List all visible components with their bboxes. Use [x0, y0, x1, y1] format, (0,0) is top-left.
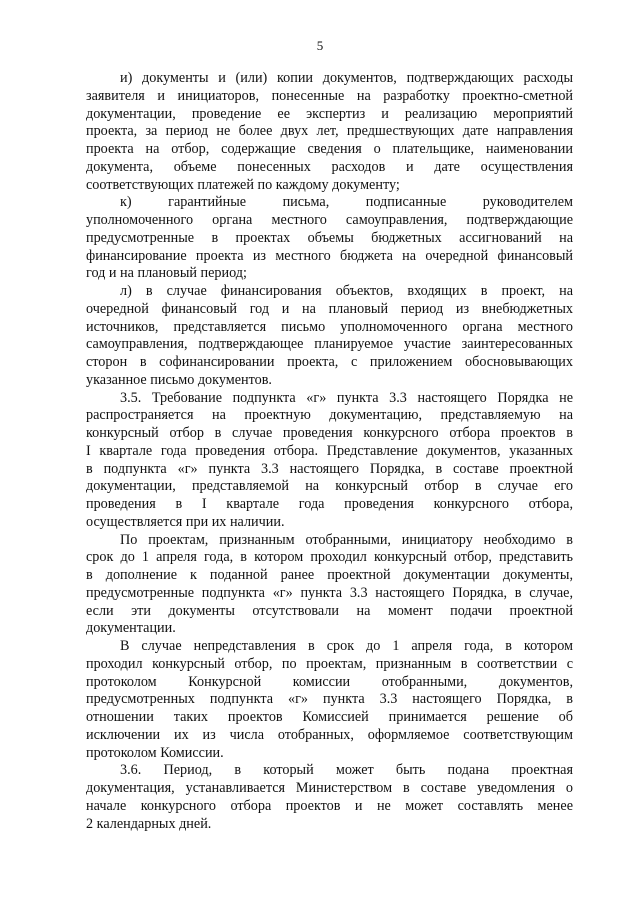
text-line: в дополнение к поданной ранее проектной документации документы,	[86, 567, 573, 583]
text-line: соответствующих платежей по каждому документу;	[86, 176, 400, 193]
text-line: проведения в I квартале года проведения конкурсного отбора,	[86, 496, 573, 512]
paragraph	[86, 762, 573, 833]
text-line: распространяется на проектную документацию, представляемую на	[86, 407, 573, 424]
text-line: указанное письмо документов.	[86, 371, 272, 388]
text-line: документации.	[86, 620, 176, 637]
text-line: заявителя и инициаторов, понесенные на разработку проектно-сметной	[86, 87, 573, 104]
text-line: протоколом Комиссии.	[86, 744, 224, 761]
text-line: проекта на отбор, содержащие сведения о плательщике, наименовании	[86, 141, 573, 157]
text-line: По проектам, признанным отобранными, инициатору необходимо в	[120, 531, 573, 548]
text-line: если эти документы отсутствовали на момент подачи проектной	[86, 602, 573, 619]
text-line: проходил конкурсный отбор, по проектам, признанным в соответствии с	[86, 655, 573, 672]
paragraph	[86, 532, 573, 639]
page-number: 5	[316, 38, 324, 53]
text-line: источников, представляется письмо уполномоченного органа местного	[86, 318, 573, 335]
text-line: самоуправления, подтверждающее планируемое участие заинтересованных	[86, 336, 573, 353]
text-line: документации, проведение ее экспертиз и реализацию мероприятий	[86, 105, 573, 122]
text-line: очередной финансовый год и на плановый период из внебюджетных	[86, 300, 573, 317]
document-body	[86, 70, 573, 833]
text-line: I квартале года проведения отбора. Представление документов, указанных	[86, 442, 573, 459]
text-line: 3.5. Требование подпункта «г» пункта 3.3 настоящего Порядка не	[120, 389, 573, 406]
text-line: документация, устанавливается Министерством в составе уведомления о	[86, 780, 573, 796]
text-line: 3.6. Период, в который может быть подана проектная	[120, 762, 573, 779]
text-line: и) документы и (или) копии документов, подтверждающих расходы	[120, 70, 573, 86]
text-line: осуществляется при их наличии.	[86, 513, 285, 530]
paragraph	[86, 638, 573, 762]
text-line: исключении их из числа отобранных, оформляемое соответствующим	[86, 726, 573, 743]
text-line: предусмотренные в проектах объемы бюджетных ассигнований на	[86, 229, 573, 246]
text-line: в подпункта «г» пункта 3.3 настоящего Порядка, в составе проектной	[86, 460, 573, 477]
text-line: проекта, за период не более двух лет, предшествующих дате направления	[86, 123, 573, 140]
paragraph	[86, 283, 573, 390]
text-line: сторон в софинансировании проекта, с приложением обосновывающих	[86, 354, 573, 370]
text-line: документации, представляемой на конкурсный отбор в случае его	[86, 478, 573, 495]
text-line: к) гарантийные письма, подписанные руководителем	[120, 194, 573, 211]
text-line: 2 календарных дней.	[86, 815, 212, 832]
text-line: начале конкурсного отбора проектов и не может составлять менее	[86, 797, 573, 814]
text-line: конкурсный отбор в случае проведения конкурсного отбора проектов в	[86, 425, 573, 441]
text-line: отношении таких проектов Комиссией принимается решение об	[86, 709, 573, 725]
text-line: срок до 1 апреля года, в котором проходил конкурсный отбор, представить	[86, 549, 573, 566]
paragraph	[86, 70, 573, 194]
text-line: предусмотренных подпункта «г» пункта 3.3 настоящего Порядка, в	[86, 691, 573, 708]
text-line: документа, объеме понесенных расходов и дате осуществления	[86, 158, 573, 175]
text-line: предусмотренные подпункта «г» пункта 3.3 настоящего Порядка, в случае,	[86, 584, 573, 601]
text-line: уполномоченного органа местного самоуправления, подтверждающие	[86, 212, 573, 228]
text-line: финансирование проекта из местного бюджета на очередной финансовый	[86, 247, 573, 264]
text-line: В случае непредставления в срок до 1 апреля года, в котором	[120, 638, 573, 654]
paragraph	[86, 390, 573, 532]
text-line: л) в случае финансирования объектов, входящих в проект, на	[120, 283, 573, 299]
paragraph	[86, 194, 573, 283]
text-line: год и на плановый период;	[86, 265, 247, 282]
text-line: протоколом Конкурсной комиссии отобранными, документов,	[86, 673, 573, 690]
